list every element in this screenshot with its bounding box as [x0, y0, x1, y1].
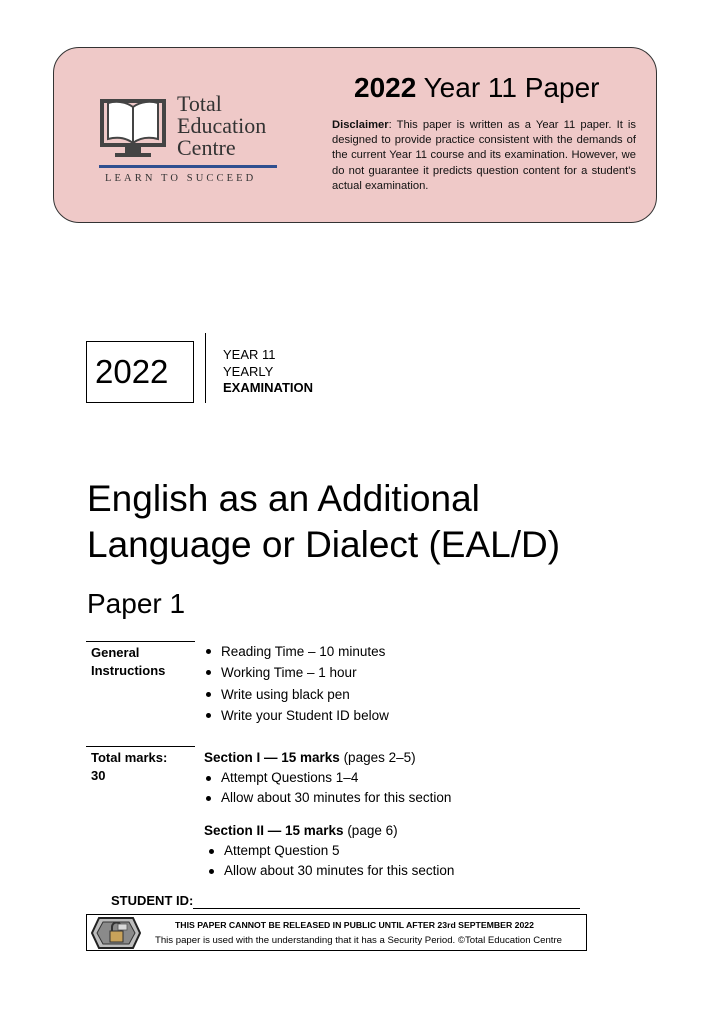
subject-title-line-1: English as an Additional	[87, 478, 480, 519]
list-item: Attempt Question 5	[207, 841, 454, 861]
paper-title	[354, 72, 600, 104]
security-footer	[86, 914, 587, 951]
exam-meta	[223, 347, 313, 397]
logo-line-1: Total	[177, 91, 222, 116]
exam-meta-exam: EXAMINATION	[223, 380, 314, 395]
general-label-line-2: Instructions	[91, 663, 166, 678]
subject-title	[87, 476, 647, 568]
paper-number: Paper 1	[87, 588, 186, 619]
subject-title-line-2: Language or Dialect (EAL/D)	[87, 524, 561, 565]
list-item: Reading Time – 10 minutes	[204, 641, 389, 662]
section-1-bold: Section I — 15 marks	[204, 750, 340, 765]
student-id-line[interactable]	[193, 908, 580, 909]
general-label-line-1: General	[91, 645, 140, 660]
exam-divider	[205, 333, 206, 403]
list-item: Write using black pen	[204, 684, 389, 705]
total-rule	[86, 746, 195, 747]
section-2-heading	[204, 823, 398, 838]
logo	[99, 93, 284, 188]
general-rule	[86, 641, 195, 642]
total-label-line-2: 30	[91, 768, 106, 783]
student-id-label: STUDENT ID:	[111, 893, 194, 908]
exam-year-box: 2022	[86, 341, 194, 403]
list-item: Attempt Questions 1–4	[204, 768, 451, 788]
general-instructions-label	[91, 644, 165, 680]
list-item: Allow about 30 minutes for this section	[207, 861, 454, 881]
logo-line-3: Centre	[177, 135, 236, 160]
footer-security-notice: This paper is used with the understanding that it has a Security Period. ©Total Education Centre	[154, 935, 563, 946]
total-marks-label	[91, 749, 167, 785]
general-instructions-list	[204, 641, 389, 726]
header-banner	[53, 47, 657, 223]
disclaimer-text: : This paper is written as a Year 11 paper. It is designed to provide practice consistent with the demands of the current Year 11 course and its examination. However, we do not guarantee it predicts question content for a student's actual examination.	[332, 119, 636, 192]
section-2-pages: (page 6)	[343, 823, 398, 838]
list-item: Allow about 30 minutes for this section	[204, 788, 451, 808]
section-1-pages: (pages 2–5)	[339, 750, 416, 765]
exam-meta-year: YEAR 11	[223, 347, 276, 362]
logo-rule	[99, 165, 277, 168]
exam-meta-type: YEARLY	[223, 363, 274, 379]
section-2-list	[207, 841, 454, 881]
list-item: Working Time – 1 hour	[204, 662, 389, 683]
logo-wordmark	[177, 93, 266, 159]
logo-line-2: Education	[177, 113, 267, 138]
total-label-line-1: Total marks:	[91, 750, 168, 765]
section-2-bold: Section II — 15 marks	[204, 823, 344, 838]
disclaimer-label: Disclaimer	[332, 119, 389, 131]
paper-title-year: 2022	[354, 72, 417, 103]
section-1-heading	[204, 750, 416, 765]
book-monitor-icon	[99, 93, 169, 163]
paper-title-text: Year 11 Paper	[416, 72, 600, 103]
section-1-list	[204, 768, 451, 808]
logo-tagline: LEARN TO SUCCEED	[105, 173, 257, 184]
list-item: Write your Student ID below	[204, 705, 389, 726]
footer-release-notice: THIS PAPER CANNOT BE RELEASED IN PUBLIC UNTIL AFTER 23rd SEPTEMBER 2022	[175, 920, 534, 930]
disclaimer	[332, 118, 636, 194]
